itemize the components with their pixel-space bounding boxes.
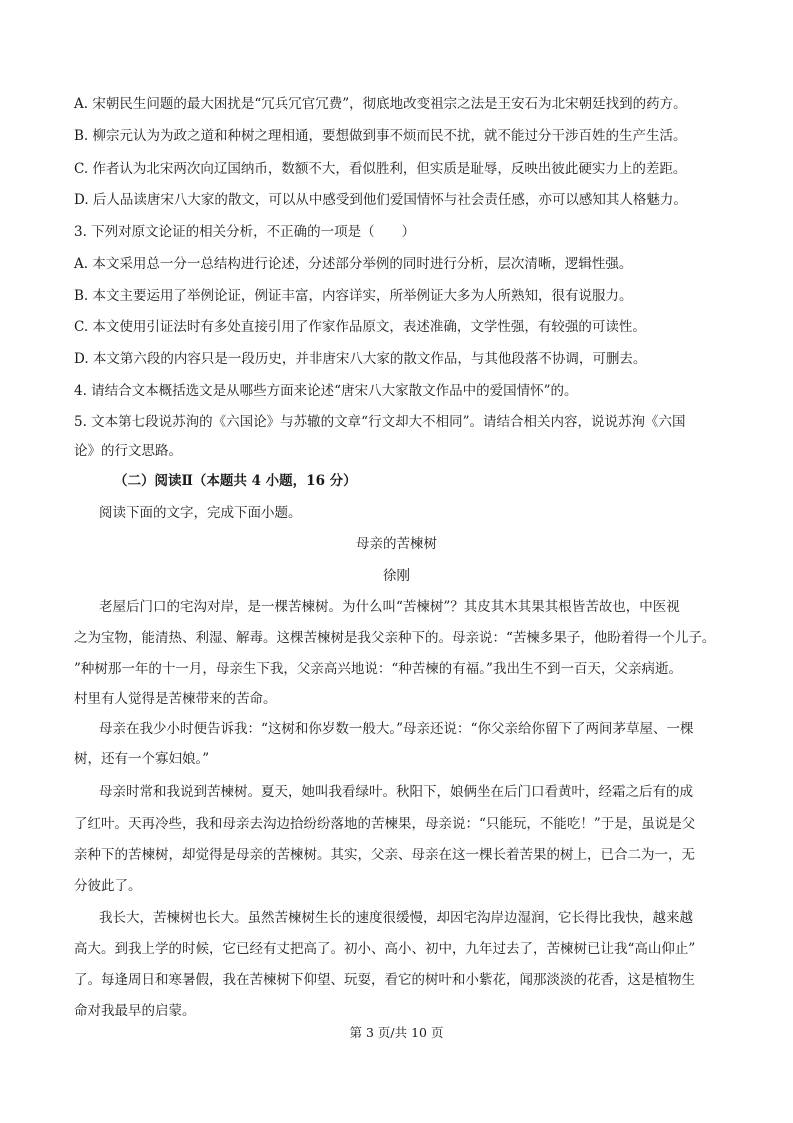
paragraph-line: 了红叶。天再冷些，我和母亲去沟边拾纷纷落地的苦楝果，母亲说：“只能玩，不能吃！”于是，虽说是父 — [74, 816, 696, 832]
q4-question: 4. 请结合文本概括选文是从哪些方面来论述“唐宋八大家散文作品中的爱国情怀”的。 — [74, 383, 578, 399]
paragraph-line: 了。每逢周日和寒暑假，我在苦楝树下仰望、玩耍，看它的树叶和小紫花，闻那淡淡的花香，这是植物生 — [74, 972, 695, 988]
paragraph-line: 母亲时常和我说到苦楝树。夏天，她叫我看绿叶。秋阳下，娘俩坐在后门口看黄叶，经霜之后有的成 — [99, 784, 693, 800]
q2-option-c: C. 作者认为北宋两次向辽国纳币，数额不大，看似胜利，但实质是耻辱，反映出彼此硬实力上的差距。 — [74, 161, 687, 177]
paragraph-line: 命对我最早的启蒙。 — [74, 1003, 196, 1019]
paragraph-line: 老屋后门口的宅沟对岸，是一棵苦楝树。为什么叫“苦楝树”？其皮其木其果其根皆苦故也，中医视 — [99, 599, 680, 615]
q3-option-a: A. 本文采用总一分一总结构进行论述，分述部分举例的同时进行分析，层次清晰，逻辑性强。 — [74, 256, 633, 272]
paragraph-line: 分彼此了。 — [74, 878, 142, 894]
paragraph-line: 母亲在我少小时便告诉我：“这树和你岁数一般大。”母亲还说：“你父亲给你留下了两间茅草屋、一棵 — [99, 721, 694, 737]
q2-option-d: D. 后人品读唐宋八大家的散文，可以从中感受到他们爱国情怀与社会责任感，亦可以感知其人格魅力。 — [74, 192, 687, 208]
reading-instruction: 阅读下面的文字，完成下面小题。 — [99, 505, 302, 521]
paragraph-line: 村里有人觉得是苦楝带来的苦命。 — [74, 691, 277, 707]
q3-option-c: C. 本文使用引证法时有多处直接引用了作家作品原文，表述准确，文学性强，有较强的可读性。 — [74, 319, 646, 335]
paragraph-line: 树，还有一个寡妇娘。” — [74, 751, 210, 767]
q5-question-line1: 5. 文本第七段说苏洵的《六国论》与苏辙的文章“行文却大不相同”。请结合相关内容，说说苏洵《六国 — [74, 414, 686, 430]
q3-option-d: D. 本文第六段的内容只是一段历史，并非唐宋八大家的散文作品，与其他段落不协调，可删去。 — [74, 351, 647, 367]
article-author: 徐刚 — [383, 568, 410, 584]
paragraph-line: 之为宝物，能清热、利湿、解毒。这棵苦楝树是我父亲种下的。母亲说：“苦楝多果子，他盼着得一个儿子。 — [74, 630, 716, 646]
q2-option-a: A. 宋朝民生问题的最大困扰是“冗兵冗官冗费”，彻底地改变祖宗之法是王安石为北宋朝廷找到的药方。 — [74, 96, 687, 112]
paragraph-line: 亲种下的苦楝树，却觉得是母亲的苦楝树。其实，父亲、母亲在这一棵长着苦果的树上，已合二为一，无 — [74, 847, 695, 863]
q3-option-b: B. 本文主要运用了举例论证，例证丰富，内容详实，所举例证大多为人所熟知，很有说服力。 — [74, 288, 633, 304]
paragraph-line: 我长大，苦楝树也长大。虽然苦楝树生长的速度很缓慢，却因宅沟岸边湿润，它长得比我快，越来越 — [99, 910, 693, 926]
q3-stem: 3. 下列对原文论证的相关分析，不正确的一项是（ ） — [74, 224, 416, 240]
q5-question-line2: 论》的行文思路。 — [74, 443, 182, 459]
paragraph-line: 高大。到我上学的时候，它已经有丈把高了。初小、高小、初中，九年过去了，苦楝树已让我“高山仰止” — [74, 941, 696, 957]
section-heading: （二）阅读Ⅱ（本题共 4 小题，16 分） — [114, 473, 357, 489]
article-title: 母亲的苦楝树 — [356, 536, 437, 552]
page-footer: 第 3 页/共 10 页 — [349, 1025, 444, 1040]
q2-option-b: B. 柳宗元认为为政之道和种树之理相通，要想做到事不烦而民不扰，就不能过分干涉百姓的生产生活。 — [74, 128, 687, 144]
paragraph-line: ”种树那一年的十一月，母亲生下我，父亲高兴地说：“种苦楝的有福。”我出生不到一百天，父亲病逝。 — [74, 661, 682, 677]
